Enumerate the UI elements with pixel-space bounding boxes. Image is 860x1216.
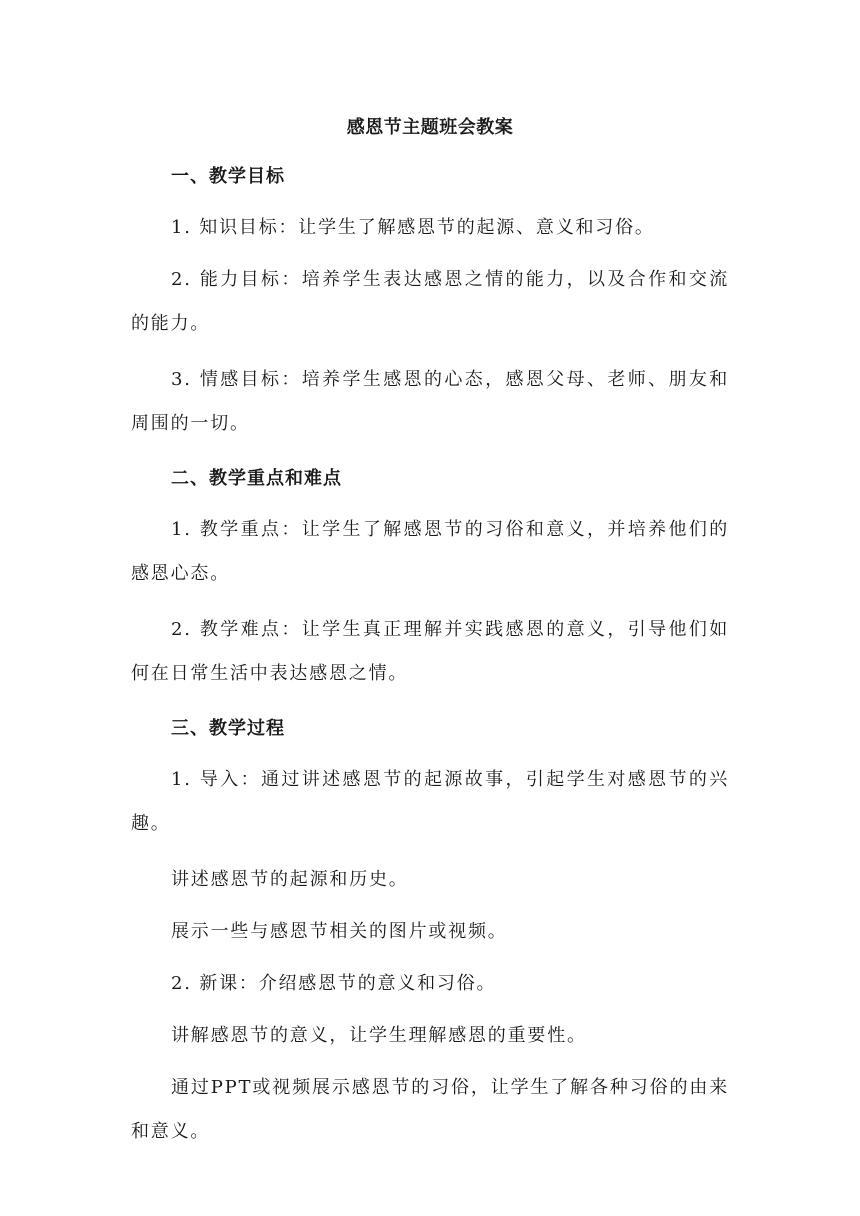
paragraph: 1. 知识目标：让学生了解感恩节的起源、意义和习俗。 <box>171 217 655 238</box>
paragraph: 展示一些与感恩节相关的图片或视频。 <box>171 921 508 942</box>
paragraph: 1. 教学重点：让学生了解感恩节的习俗和意义，并培养他们的感恩心态。 <box>131 519 729 584</box>
paragraph: 1. 导入：通过讲述感恩节的起源故事，引起学生对感恩节的兴趣。 <box>131 769 729 834</box>
section-heading-objectives: 一、教学目标 <box>171 166 285 187</box>
paragraph: 2. 教学难点：让学生真正理解并实践感恩的意义，引导他们如何在日常生活中表达感恩之情。 <box>131 619 729 684</box>
paragraph: 讲解感恩节的意义，让学生理解感恩的重要性。 <box>171 1025 587 1046</box>
section-heading-process: 三、教学过程 <box>171 718 285 739</box>
document-body <box>131 108 729 1166</box>
paragraph: 2. 新课：介绍感恩节的意义和习俗。 <box>171 973 497 994</box>
paragraph: 2. 能力目标：培养学生表达感恩之情的能力，以及合作和交流的能力。 <box>131 269 729 334</box>
section-heading-key-points: 二、教学重点和难点 <box>171 468 342 489</box>
document-title: 感恩节主题班会教案 <box>346 117 514 138</box>
paragraph: 3. 情感目标：培养学生感恩的心态，感恩父母、老师、朋友和周围的一切。 <box>131 369 729 434</box>
paragraph: 讲述感恩节的起源和历史。 <box>171 869 409 890</box>
paragraph: 通过PPT或视频展示感恩节的习俗，让学生了解各种习俗的由来和意义。 <box>131 1077 729 1142</box>
